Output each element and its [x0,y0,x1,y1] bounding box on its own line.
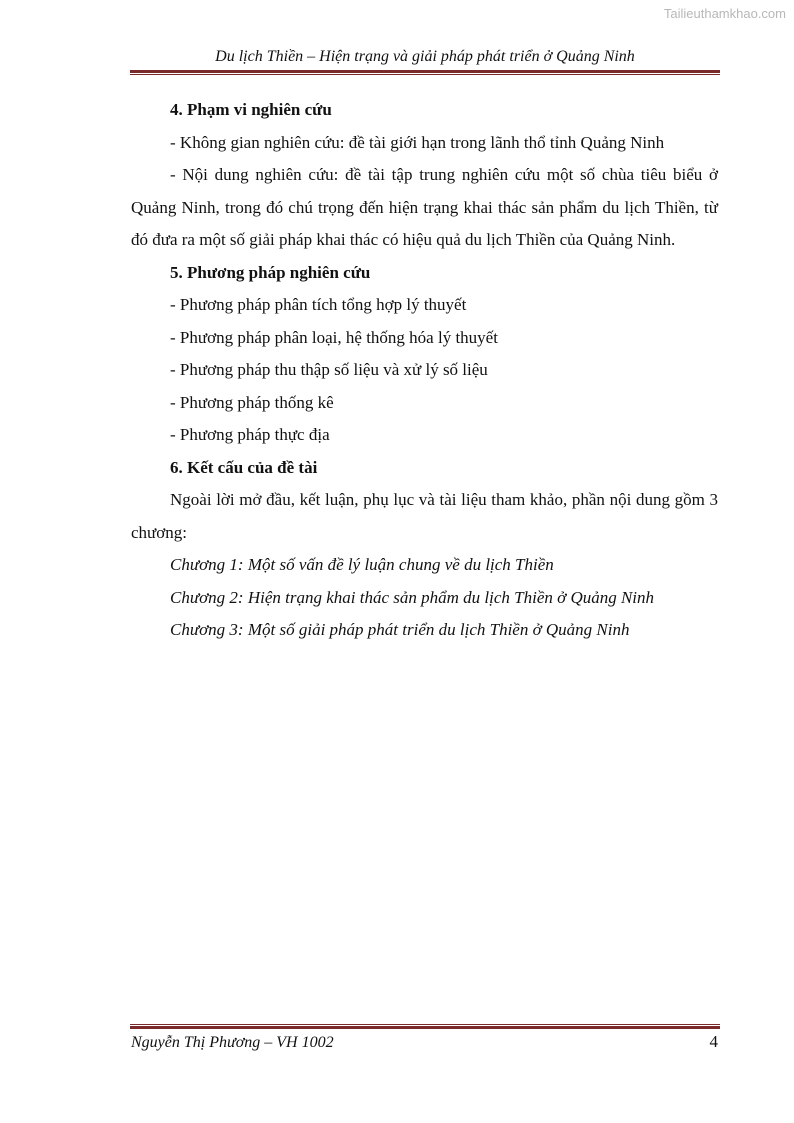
method-item: - Phương pháp phân tích tổng hợp lý thuyết [170,295,467,314]
chapter-item: Chương 3: Một số giải pháp phát triển du lịch Thiền ở Quảng Ninh [170,620,630,639]
method-item: - Phương pháp thực địa [170,425,330,444]
method-item: - Phương pháp phân loại, hệ thống hóa lý thuyết [170,327,498,347]
footer-rule [130,1024,720,1029]
scope-item-content: - Nội dung nghiên cứu: đề tài tập trung nghiên cứu một số chùa tiêu biểu ở Quảng Ninh, trong đó chú trọng đến hiện trạng khai thác sản phẩm du lịch Thiền, từ đó đưa ra một số giải pháp khai thác có hiệu quả du lịch Thiền của Quảng Ninh. [131,165,718,249]
page-body [131,94,718,647]
structure-intro: Ngoài lời mở đầu, kết luận, phụ lục và tài liệu tham khảo, phần nội dung gồm 3 chương: [131,490,718,542]
page-number: 4 [709,1032,718,1051]
section-heading-methods: 5. Phương pháp nghiên cứu [170,262,371,282]
section-heading-scope: 4. Phạm vi nghiên cứu [170,100,332,119]
header-rule [130,70,720,75]
section-heading-structure: 6. Kết cấu của đề tài [170,457,318,477]
method-item: - Phương pháp thu thập số liệu và xử lý số liệu [170,360,488,379]
footer-author: Nguyễn Thị Phương – VH 1002 [131,1034,334,1051]
chapter-item: Chương 2: Hiện trạng khai thác sản phẩm du lịch Thiền ở Quảng Ninh [170,587,655,607]
watermark-text: Tailieuthamkhao.com [663,6,786,21]
running-header: Du lịch Thiền – Hiện trạng và giải pháp phát triển ở Quảng Ninh [215,48,635,65]
method-item: - Phương pháp thống kê [170,392,334,412]
chapter-item: Chương 1: Một số vấn đề lý luận chung về du lịch Thiền [170,555,554,574]
scope-item-space: - Không gian nghiên cứu: đề tài giới hạn trong lãnh thổ tỉnh Quảng Ninh [170,132,665,152]
